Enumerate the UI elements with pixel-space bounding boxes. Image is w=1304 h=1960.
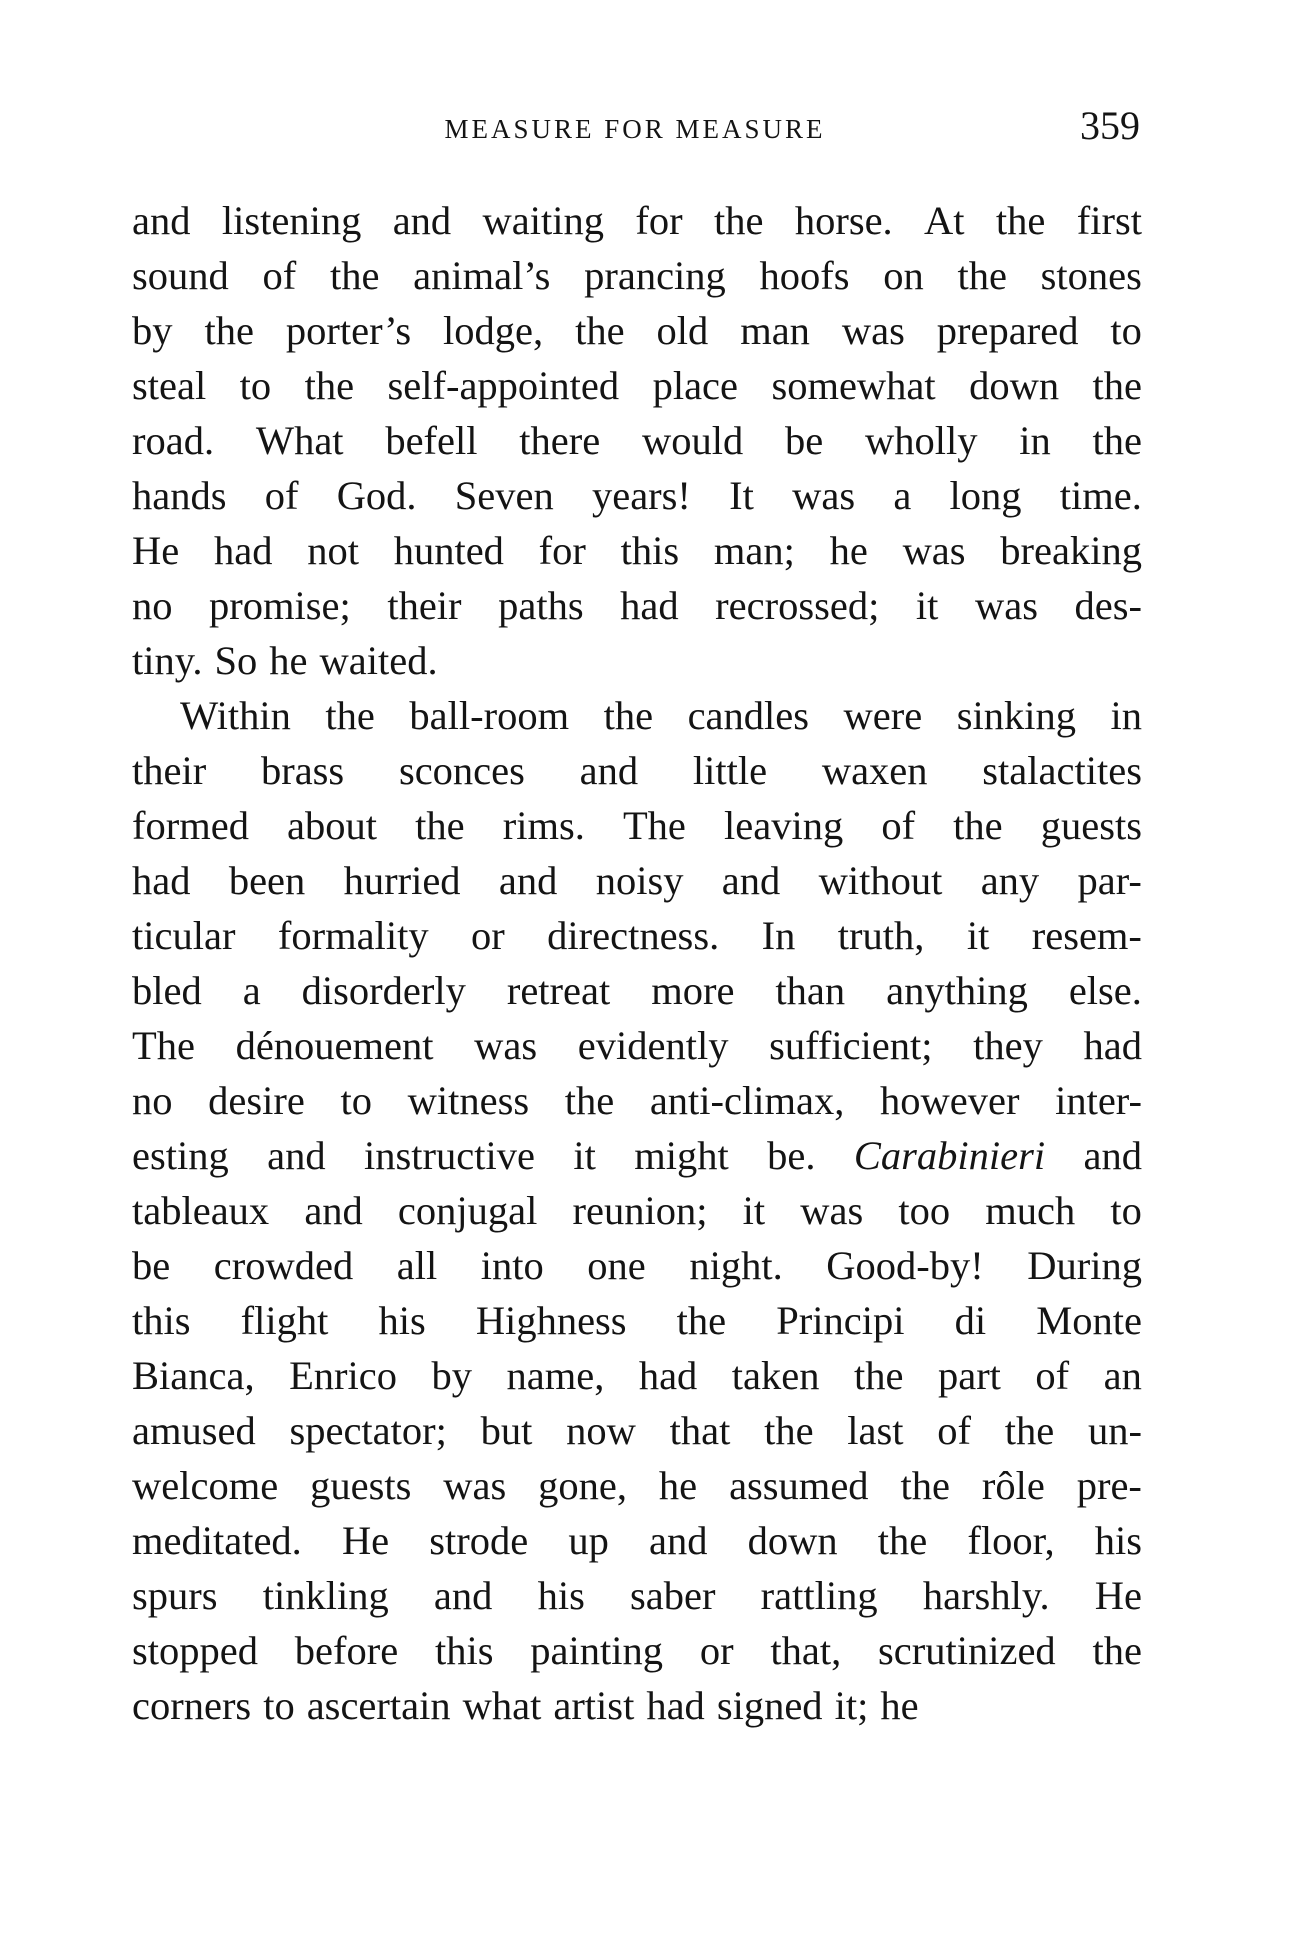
word: he	[880, 1683, 919, 1728]
word: des-	[1074, 583, 1142, 628]
text-line	[132, 523, 1142, 578]
word: the	[764, 1408, 814, 1453]
word: In	[761, 913, 796, 958]
word: no	[132, 1078, 173, 1123]
word: their	[387, 583, 462, 628]
word: the	[953, 803, 1003, 848]
word: par-	[1077, 858, 1142, 903]
word: little	[692, 748, 768, 793]
word: the	[325, 693, 375, 738]
word: He	[1094, 1573, 1142, 1618]
word: meditated.	[132, 1518, 302, 1563]
word: guests	[1040, 803, 1142, 848]
text-line	[132, 798, 1142, 853]
word: more	[651, 968, 735, 1013]
word: Highness	[475, 1298, 627, 1343]
word: road.	[132, 418, 215, 463]
word: a	[893, 473, 912, 518]
word: down	[969, 363, 1060, 408]
text-line	[132, 743, 1142, 798]
word: his	[378, 1298, 426, 1343]
word: it;	[834, 1683, 869, 1728]
word: So	[214, 638, 258, 683]
word: He	[132, 528, 180, 573]
word: the	[204, 308, 254, 353]
word: amused	[132, 1408, 256, 1453]
word: Enrico	[289, 1353, 398, 1398]
word: guests	[310, 1463, 412, 1508]
word: He	[341, 1518, 390, 1563]
word: had	[1083, 1023, 1142, 1068]
word: resem-	[1031, 913, 1142, 958]
word: truth,	[837, 913, 925, 958]
word: or	[699, 1628, 734, 1673]
text-line	[132, 1183, 1142, 1238]
word: on	[883, 253, 924, 298]
word: stopped	[132, 1628, 258, 1673]
word: noisy	[595, 858, 684, 903]
word: the	[329, 253, 380, 298]
text-line	[132, 1018, 1142, 1073]
word: he	[269, 638, 308, 683]
word: hunted	[393, 528, 504, 573]
word: down	[747, 1518, 838, 1563]
word: God.	[336, 473, 417, 518]
word: the	[995, 198, 1046, 243]
word: formality	[277, 913, 429, 958]
word: the	[1092, 363, 1142, 408]
word: hurried	[343, 858, 461, 903]
word: the	[603, 693, 654, 738]
word: the	[304, 363, 355, 408]
text-line	[132, 1513, 1142, 1568]
word: sconces	[398, 748, 525, 793]
word: spectator;	[289, 1408, 447, 1453]
word: part	[937, 1353, 1001, 1398]
word: corners	[132, 1683, 252, 1728]
word: instructive	[363, 1133, 535, 1178]
word: the	[676, 1298, 727, 1343]
word: he	[829, 528, 868, 573]
word: else.	[1068, 968, 1142, 1013]
word: than	[775, 968, 846, 1013]
word: rôle	[981, 1463, 1045, 1508]
word: his	[537, 1573, 585, 1618]
word: it	[915, 583, 939, 628]
word: saber	[630, 1573, 716, 1618]
word: had	[620, 583, 679, 628]
word: no	[132, 583, 173, 628]
word: was	[474, 1023, 538, 1068]
word: the	[564, 1078, 615, 1123]
word: sinking	[956, 693, 1076, 738]
text-line	[132, 1568, 1142, 1623]
word: ascertain	[306, 1683, 451, 1728]
text-line	[132, 358, 1142, 413]
word: During	[1027, 1243, 1142, 1288]
word: to	[263, 1683, 295, 1728]
word: however	[880, 1078, 1020, 1123]
word: was	[792, 473, 856, 518]
word: the	[854, 1353, 904, 1398]
word: to	[239, 363, 272, 408]
word: without	[818, 858, 943, 903]
word: disorderly	[301, 968, 466, 1013]
word: name,	[506, 1353, 605, 1398]
word: was	[974, 583, 1038, 628]
word: evidently	[577, 1023, 729, 1068]
text-line	[132, 1348, 1142, 1403]
word: ball-room	[409, 693, 570, 738]
word: reunion;	[572, 1188, 708, 1233]
word: strode	[429, 1518, 529, 1563]
word: his	[1094, 1518, 1142, 1563]
word: or	[470, 913, 505, 958]
page-number: 359	[1080, 103, 1140, 148]
word: and	[498, 858, 558, 903]
word: animal’s	[413, 253, 551, 298]
word: paths	[498, 583, 584, 628]
word: taken	[731, 1353, 820, 1398]
word: there	[519, 418, 601, 463]
word: lodge,	[443, 308, 544, 353]
word: man;	[713, 528, 795, 573]
word: befell	[385, 418, 478, 463]
word: and	[132, 198, 191, 243]
word: wholly	[864, 418, 978, 463]
word: the	[1092, 1628, 1142, 1673]
word: and	[392, 198, 452, 243]
word: the	[957, 253, 1007, 298]
word: spurs	[132, 1573, 218, 1618]
word: prepared	[936, 308, 1079, 353]
word: welcome	[132, 1463, 279, 1508]
word: be.	[767, 1133, 816, 1178]
word: that	[669, 1408, 731, 1453]
text-line	[132, 248, 1142, 303]
word: any	[980, 858, 1040, 903]
word: and	[267, 1133, 326, 1178]
word: their	[132, 748, 207, 793]
text-line	[132, 633, 1142, 688]
text-line	[132, 1073, 1142, 1128]
text-line	[132, 1128, 1142, 1183]
text-line	[132, 1678, 1142, 1733]
word: dénouement	[235, 1023, 434, 1068]
word: gone,	[538, 1463, 628, 1508]
word: It	[729, 473, 754, 518]
body-text	[132, 193, 1142, 1733]
word: What	[255, 418, 344, 463]
word: the	[575, 308, 625, 353]
word: last	[847, 1408, 904, 1453]
word: stalactites	[982, 748, 1142, 793]
word: and	[721, 858, 781, 903]
text-line	[132, 303, 1142, 358]
word: up	[568, 1518, 609, 1563]
word: to	[340, 1078, 372, 1123]
word: At	[924, 198, 965, 243]
word: about	[287, 803, 378, 848]
word: in	[1110, 693, 1142, 738]
word: now	[566, 1408, 636, 1453]
word: all	[396, 1243, 438, 1288]
text-line	[132, 468, 1142, 523]
word: promise;	[209, 583, 351, 628]
word: the	[1004, 1408, 1055, 1453]
word: of	[264, 473, 299, 518]
paragraph	[132, 688, 1142, 1733]
word: an	[1103, 1353, 1142, 1398]
word: the	[713, 198, 764, 243]
word: esting	[132, 1133, 229, 1178]
word: be	[784, 418, 824, 463]
word: was	[800, 1188, 864, 1233]
word: recrossed;	[715, 583, 880, 628]
word: what	[462, 1683, 542, 1728]
text-line	[132, 578, 1142, 633]
word: signed	[716, 1683, 823, 1728]
word: man	[740, 308, 810, 353]
word: old	[656, 308, 709, 353]
text-line	[132, 688, 1142, 743]
word: The	[622, 803, 686, 848]
word: first	[1076, 198, 1142, 243]
word: Bianca,	[132, 1353, 255, 1398]
word: but	[480, 1408, 533, 1453]
word: tinkling	[262, 1573, 389, 1618]
word: they	[973, 1023, 1043, 1068]
text-line	[132, 1623, 1142, 1678]
word: into	[480, 1243, 544, 1288]
word: and	[433, 1573, 493, 1618]
word: conjugal	[397, 1188, 538, 1233]
word: a	[242, 968, 261, 1013]
word: Seven	[454, 473, 554, 518]
text-line	[132, 908, 1142, 963]
text-line	[132, 1403, 1142, 1458]
word: candles	[687, 693, 810, 738]
word: steal	[132, 363, 207, 408]
word: years!	[591, 473, 691, 518]
word: inter-	[1055, 1078, 1142, 1123]
word: Carabinieri	[853, 1133, 1046, 1178]
word: to	[1110, 1188, 1142, 1233]
word: pre-	[1076, 1463, 1142, 1508]
word: be	[132, 1243, 171, 1288]
word: witness	[407, 1078, 530, 1123]
word: in	[1019, 418, 1051, 463]
word: di	[954, 1298, 987, 1343]
word: waiting	[482, 198, 605, 243]
word: it	[742, 1188, 766, 1233]
word: desire	[208, 1078, 305, 1123]
word: the	[415, 803, 465, 848]
word: by	[431, 1353, 473, 1398]
word: to	[1110, 308, 1142, 353]
word: floor,	[967, 1518, 1055, 1563]
word: brass	[260, 748, 345, 793]
text-line	[132, 1458, 1142, 1513]
word: anti-climax,	[649, 1078, 845, 1123]
paragraph	[132, 193, 1142, 688]
word: Monte	[1036, 1298, 1142, 1343]
word: not	[307, 528, 359, 573]
word: artist	[553, 1683, 635, 1728]
word: tiny.	[132, 638, 203, 683]
word: harshly.	[922, 1573, 1050, 1618]
word: prancing	[584, 253, 726, 298]
word: breaking	[1000, 528, 1142, 573]
word: waited.	[319, 638, 438, 683]
word: rims.	[502, 803, 585, 848]
word: flight	[240, 1298, 329, 1343]
word: might	[634, 1133, 729, 1178]
word: somewhat	[771, 363, 936, 408]
word: self-appointed	[387, 363, 620, 408]
word: this	[620, 528, 680, 573]
word: was	[902, 528, 966, 573]
word: time.	[1059, 473, 1142, 518]
word: painting	[530, 1628, 664, 1673]
word: long	[949, 473, 1022, 518]
word: and	[304, 1188, 363, 1233]
word: this	[435, 1628, 494, 1673]
word: formed	[132, 803, 249, 848]
word: retreat	[506, 968, 611, 1013]
word: night.	[689, 1243, 783, 1288]
word: of	[262, 253, 297, 298]
word: was	[443, 1463, 507, 1508]
word: Principi	[776, 1298, 905, 1343]
word: assumed	[729, 1463, 869, 1508]
word: sufficient;	[769, 1023, 933, 1068]
word: of	[881, 803, 916, 848]
word: directness.	[547, 913, 720, 958]
word: were	[843, 693, 923, 738]
word: the	[877, 1518, 928, 1563]
word: stones	[1040, 253, 1142, 298]
text-line	[132, 853, 1142, 908]
word: the	[900, 1463, 950, 1508]
word: was	[841, 308, 905, 353]
word: had	[638, 1353, 698, 1398]
word: before	[294, 1628, 399, 1673]
word: sound	[132, 253, 229, 298]
running-head	[130, 102, 1140, 162]
word: much	[985, 1188, 1076, 1233]
word: bled	[132, 968, 202, 1013]
word: been	[228, 858, 306, 903]
word: had	[213, 528, 273, 573]
word: anything	[886, 968, 1028, 1013]
word: it	[573, 1133, 596, 1178]
word: crowded	[213, 1243, 354, 1288]
word: this	[132, 1298, 191, 1343]
word: and	[1083, 1133, 1142, 1178]
word: scrutinized	[877, 1628, 1056, 1673]
word: and	[649, 1518, 708, 1563]
text-line	[132, 193, 1142, 248]
word: for	[538, 528, 586, 573]
word: by	[132, 308, 173, 353]
word: leaving	[724, 803, 844, 848]
word: hands	[132, 473, 227, 518]
word: ticular	[132, 913, 236, 958]
text-line	[132, 1238, 1142, 1293]
word: The	[132, 1023, 195, 1068]
word: the	[1092, 418, 1142, 463]
word: of	[937, 1408, 972, 1453]
word: he	[658, 1463, 698, 1508]
word: Good-by!	[826, 1243, 984, 1288]
word: horse.	[794, 198, 893, 243]
text-line	[132, 413, 1142, 468]
word: tableaux	[132, 1188, 270, 1233]
word: of	[1035, 1353, 1070, 1398]
word: rattling	[760, 1573, 878, 1618]
word: for	[635, 198, 683, 243]
word: hoofs	[759, 253, 850, 298]
word: listening	[221, 198, 362, 243]
word: it	[966, 913, 990, 958]
word: place	[652, 363, 739, 408]
word: that,	[770, 1628, 842, 1673]
word: had	[646, 1683, 705, 1728]
word: would	[641, 418, 744, 463]
word: had	[132, 858, 191, 903]
word: and	[579, 748, 639, 793]
text-line	[132, 963, 1142, 1018]
word: too	[898, 1188, 951, 1233]
word: porter’s	[285, 308, 412, 353]
word: waxen	[821, 748, 928, 793]
word: Within	[180, 693, 291, 738]
running-title: MEASURE FOR MEASURE	[444, 114, 826, 144]
word: un-	[1087, 1408, 1142, 1453]
text-line	[132, 1293, 1142, 1348]
word: one	[587, 1243, 646, 1288]
